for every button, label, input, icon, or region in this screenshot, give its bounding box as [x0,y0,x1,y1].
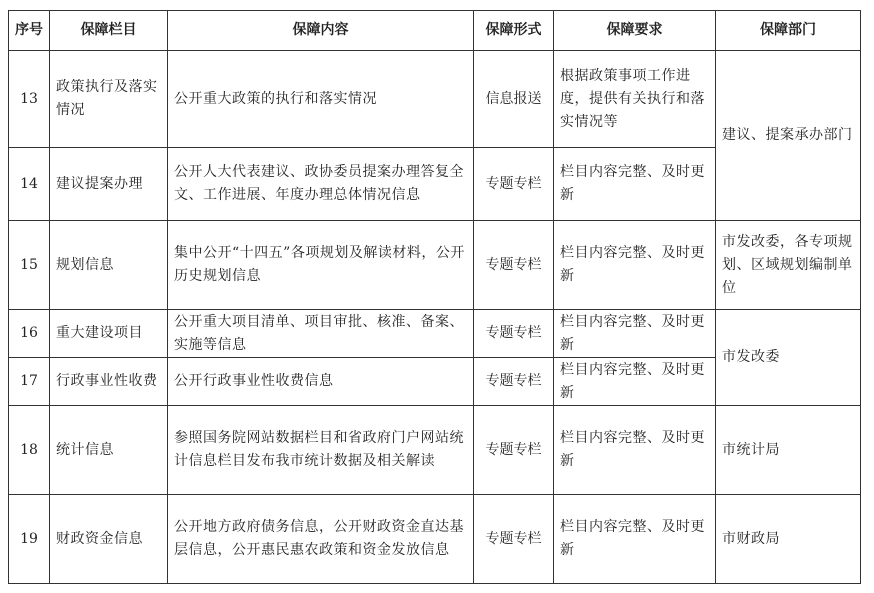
header-form: 保障形式 [474,11,554,51]
row-requirement: 栏目内容完整、及时更新 [554,358,716,406]
row-department: 市发改委 [716,310,861,406]
row-requirement: 栏目内容完整、及时更新 [554,495,716,584]
header-department: 保障部门 [716,11,861,51]
header-seq: 序号 [9,11,50,51]
row-form: 专题专栏 [474,495,554,584]
table-row [9,495,861,584]
row-category: 行政事业性收费 [50,358,168,406]
row-requirement: 栏目内容完整、及时更新 [554,221,716,310]
row-form: 专题专栏 [474,148,554,221]
row-category: 规划信息 [50,221,168,310]
row-seq: 18 [9,406,50,495]
row-seq: 17 [9,358,50,406]
row-content: 公开地方政府债务信息，公开财政资金直达基层信息，公开惠民惠农政策和资金发放信息 [168,495,474,584]
header-row [9,11,861,51]
row-seq: 13 [9,51,50,148]
row-seq: 16 [9,310,50,358]
row-content: 集中公开“十四五”各项规划及解读材料，公开历史规划信息 [168,221,474,310]
row-requirement: 栏目内容完整、及时更新 [554,310,716,358]
row-category: 财政资金信息 [50,495,168,584]
guarantee-table [8,10,861,584]
row-department: 市发改委，各专项规划、区域规划编制单位 [716,221,861,310]
row-department: 建议、提案承办部门 [716,51,861,221]
table-row [9,406,861,495]
row-form: 专题专栏 [474,310,554,358]
row-category: 建议提案办理 [50,148,168,221]
row-form: 信息报送 [474,51,554,148]
row-content: 公开人大代表建议、政协委员提案办理答复全文、工作进展、年度办理总体情况信息 [168,148,474,221]
row-requirement: 根据政策事项工作进度，提供有关执行和落实情况等 [554,51,716,148]
row-category: 统计信息 [50,406,168,495]
row-seq: 15 [9,221,50,310]
row-requirement: 栏目内容完整、及时更新 [554,148,716,221]
header-content: 保障内容 [168,11,474,51]
row-seq: 14 [9,148,50,221]
table-row [9,310,861,358]
row-category: 政策执行及落实情况 [50,51,168,148]
row-department: 市财政局 [716,495,861,584]
row-form: 专题专栏 [474,406,554,495]
row-content: 公开重大项目清单、项目审批、核准、备案、实施等信息 [168,310,474,358]
row-content: 公开重大政策的执行和落实情况 [168,51,474,148]
row-content: 参照国务院网站数据栏目和省政府门户网站统计信息栏目发布我市统计数据及相关解读 [168,406,474,495]
row-category: 重大建设项目 [50,310,168,358]
row-form: 专题专栏 [474,358,554,406]
row-form: 专题专栏 [474,221,554,310]
header-category: 保障栏目 [50,11,168,51]
table-row [9,221,861,310]
row-seq: 19 [9,495,50,584]
header-requirement: 保障要求 [554,11,716,51]
table-row [9,51,861,148]
row-requirement: 栏目内容完整、及时更新 [554,406,716,495]
row-content: 公开行政事业性收费信息 [168,358,474,406]
row-department: 市统计局 [716,406,861,495]
